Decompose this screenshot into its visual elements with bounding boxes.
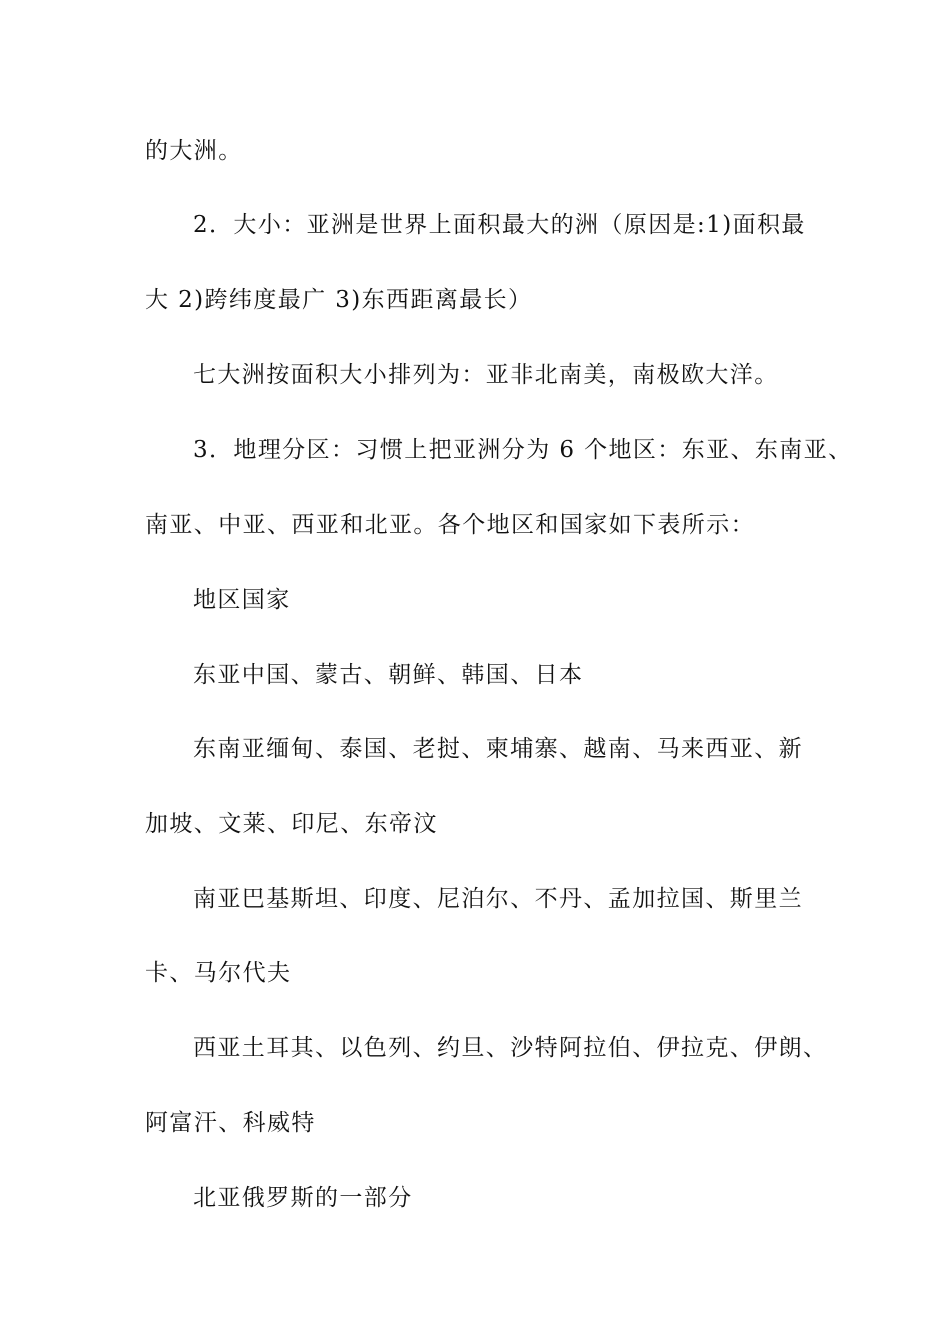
text-line: 的大洲。 [145,138,243,164]
text-line: 地区国家 [193,587,291,613]
text-line: 大 2)跨纬度最广 3)东西距离最长） [145,287,533,313]
text-line: 东亚中国、蒙古、朝鲜、韩国、日本 [193,662,584,688]
text-line: 3．地理分区：习惯上把亚洲分为 6 个地区：东亚、东南亚、 [193,437,853,463]
text-line: 东南亚缅甸、泰国、老挝、柬埔寨、越南、马来西亚、新 [193,736,803,762]
text-line: 北亚俄罗斯的一部分 [193,1185,413,1211]
text-line: 2．大小：亚洲是世界上面积最大的洲（原因是:1)面积最 [193,212,806,238]
text-line: 西亚土耳其、以色列、约旦、沙特阿拉伯、伊拉克、伊朗、 [193,1035,828,1061]
text-line: 七大洲按面积大小排列为：亚非北南美，南极欧大洋。 [193,362,779,388]
text-line: 加坡、文莱、印尼、东帝汶 [145,811,438,837]
text-line: 阿富汗、科威特 [145,1110,316,1136]
text-line: 卡、马尔代夫 [145,960,292,986]
text-line: 南亚巴基斯坦、印度、尼泊尔、不丹、孟加拉国、斯里兰 [193,886,803,912]
text-line: 南亚、中亚、西亚和北亚。各个地区和国家如下表所示： [145,512,755,538]
